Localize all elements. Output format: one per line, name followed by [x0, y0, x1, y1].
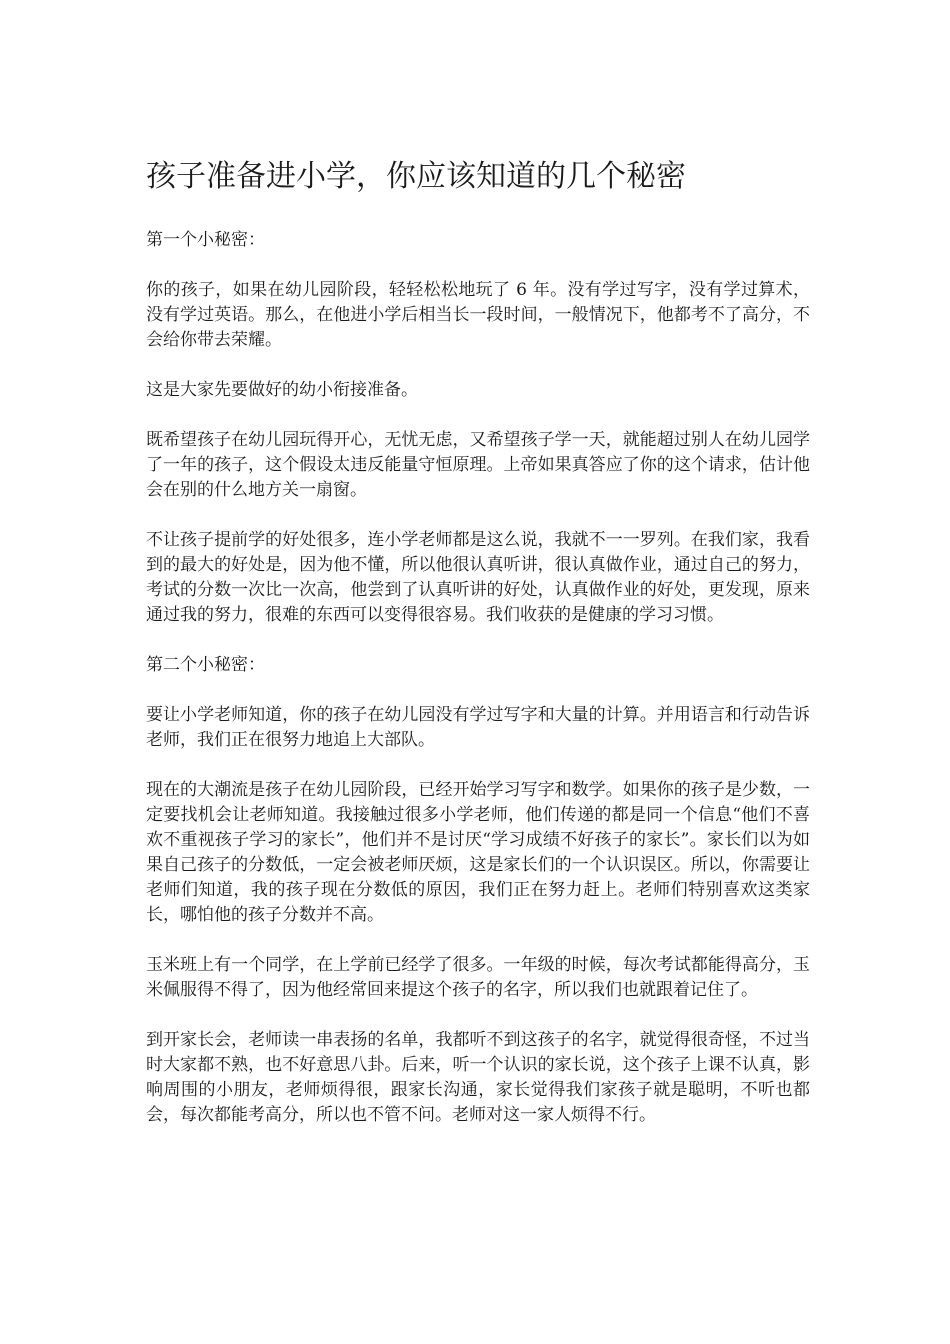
paragraph: 现在的大潮流是孩子在幼儿园阶段，已经开始学习写字和数学。如果你的孩子是少数，一定要找机会让老师知道。我接触过很多小学老师，他们传递的都是同一个信息“他们不喜欢不重视孩子学习的家长”，他们并不是讨厌“学习成绩不好孩子的家长”。家长们以为如果自己孩子的分数低，一定会被老师厌烦，这是家长们的一个认识误区。所以，你需要让老师们知道，我的孩子现在分数低的原因，我们正在努力赶上。老师们特别喜欢这类家长，哪怕他的孩子分数并不高。 — [146, 780, 810, 925]
paragraph: 不让孩子提前学的好处很多，连小学老师都是这么说，我就不一一罗列。在我们家，我看到的最大的好处是，因为他不懂，所以他很认真听讲，很认真做作业，通过自己的努力，考试的分数一次比一次高，他尝到了认真听讲的好处，认真做作业的好处，更发现，原来通过我的努力，很难的东西可以变得很容易。我们收获的是健康的学习习惯。 — [146, 530, 810, 625]
paragraph: 到开家长会，老师读一串表扬的名单，我都听不到这孩子的名字，就觉得很奇怪，不过当时大家都不熟，也不好意思八卦。后来，听一个认识的家长说，这个孩子上课不认真，影响周围的小朋友，老师烦得很，跟家长沟通，家长觉得我们家孩子就是聪明，不听也都会，每次都能考高分，所以也不管不问。老师对这一家人烦得不行。 — [146, 1030, 810, 1125]
paragraph: 既希望孩子在幼儿园玩得开心，无忧无虑，又希望孩子学一天，就能超过别人在幼儿园学了一年的孩子，这个假设太违反能量守恒原理。上帝如果真答应了你的这个请求，估计他会在别的什么地方关一扇窗。 — [146, 430, 810, 500]
paragraph: 你的孩子，如果在幼儿园阶段，轻轻松松地玩了 6 年。没有学过写字，没有学过算术，没有学过英语。那么，在他进小学后相当长一段时间，一般情况下，他都考不了高分，不会给你带去荣耀。 — [146, 280, 810, 350]
paragraph: 玉米班上有一个同学，在上学前已经学了很多。一年级的时候，每次考试都能得高分，玉米佩服得不得了，因为他经常回来提这个孩子的名字，所以我们也就跟着记住了。 — [146, 955, 810, 1000]
paragraph: 这是大家先要做好的幼小衔接准备。 — [146, 380, 418, 400]
document-title: 孩子准备进小学，你应该知道的几个秘密 — [146, 159, 686, 194]
paragraph: 要让小学老师知道，你的孩子在幼儿园没有学过写字和大量的计算。并用语言和行动告诉老师，我们正在很努力地追上大部队。 — [146, 705, 810, 750]
section-heading-1: 第一个小秘密： — [146, 230, 265, 250]
document-page — [146, 150, 810, 1153]
section-heading-2: 第二个小秘密： — [146, 655, 265, 675]
